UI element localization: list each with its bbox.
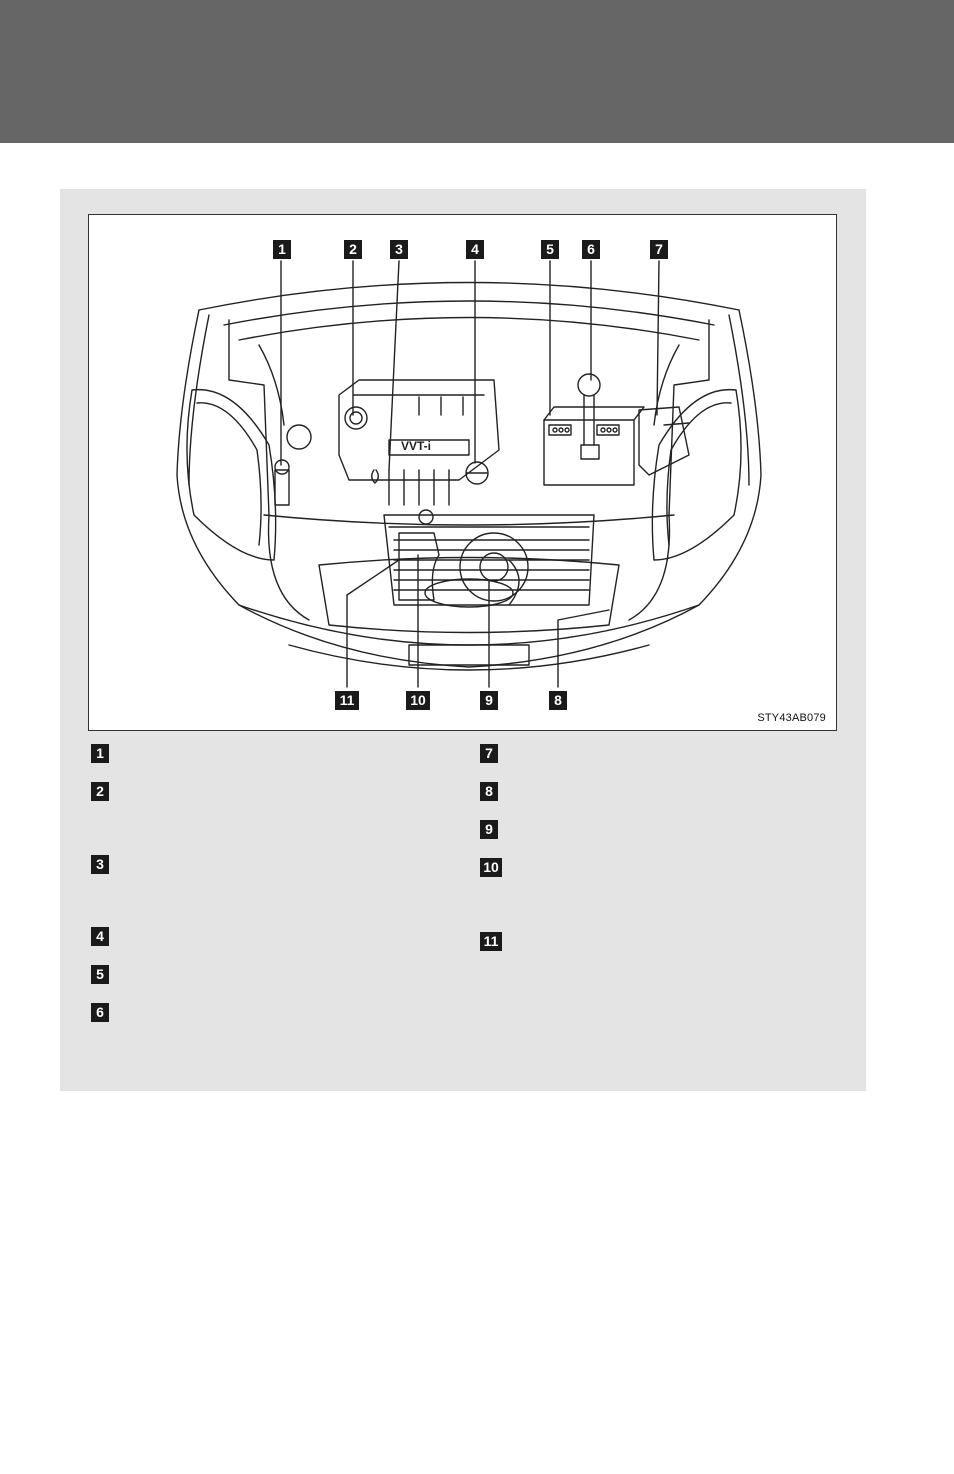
legend-badge: 9 xyxy=(480,820,498,839)
callout-8: 8 xyxy=(549,691,567,710)
callout-3: 3 xyxy=(390,240,408,259)
callout-4: 4 xyxy=(466,240,484,259)
legend-badge: 4 xyxy=(91,927,109,946)
legend-badge: 2 xyxy=(91,782,109,801)
legend-badge: 7 xyxy=(480,744,498,763)
legend-badge: 6 xyxy=(91,1003,109,1022)
legend-badge: 1 xyxy=(91,744,109,763)
legend-badge: 10 xyxy=(480,858,502,877)
engine-line-drawing xyxy=(89,215,838,732)
callout-9: 9 xyxy=(480,691,498,710)
figure-code: STY43AB079 xyxy=(757,712,826,724)
content-panel xyxy=(60,189,866,1091)
engine-cover-marking: VVT-i xyxy=(401,439,432,453)
callout-1: 1 xyxy=(273,240,291,259)
callout-7: 7 xyxy=(650,240,668,259)
legend-badge: 8 xyxy=(480,782,498,801)
legend-badge: 11 xyxy=(480,932,502,951)
engine-compartment-figure xyxy=(88,214,837,731)
callout-10: 10 xyxy=(406,691,430,710)
callout-6: 6 xyxy=(582,240,600,259)
header-bar xyxy=(0,0,954,143)
callout-5: 5 xyxy=(541,240,559,259)
callout-2: 2 xyxy=(344,240,362,259)
legend-badge: 5 xyxy=(91,965,109,984)
callout-11: 11 xyxy=(335,691,359,710)
legend-badge: 3 xyxy=(91,855,109,874)
